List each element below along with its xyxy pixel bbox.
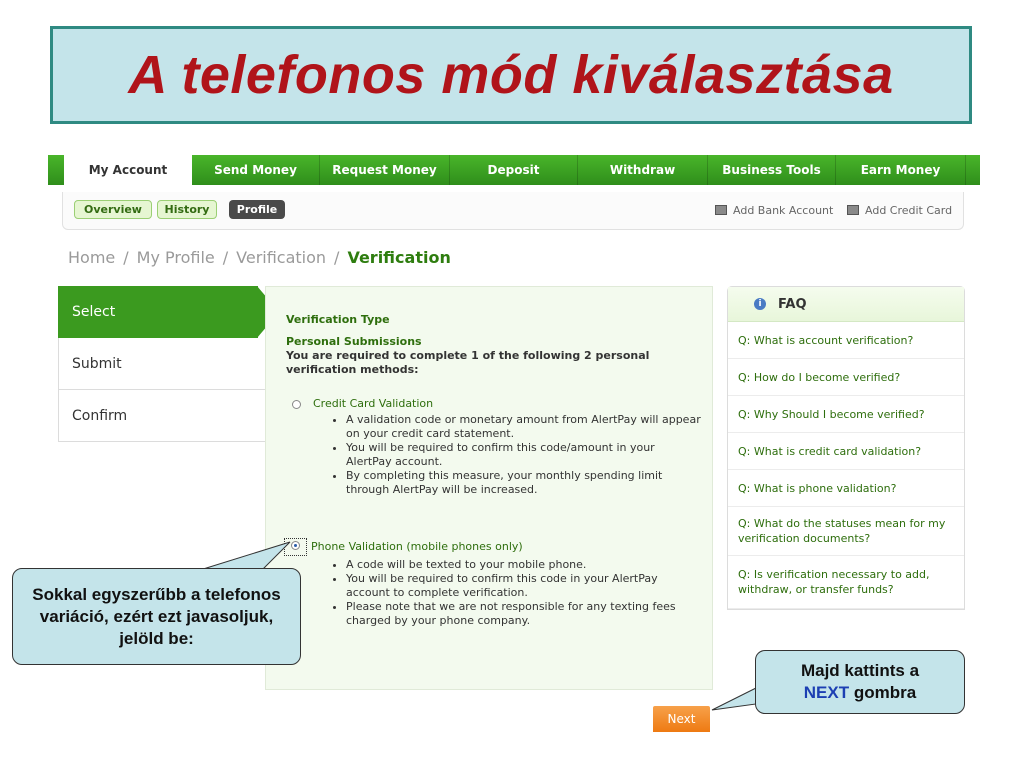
left-callout-text: Sokkal egyszerűbb a telefonos variáció, ezért ezt javasoljuk, jelöld be:	[32, 584, 281, 648]
step-confirm: Confirm	[58, 390, 266, 442]
list-item: • You will be required to confirm this code in your AlertPay account to complete verification.	[346, 572, 694, 600]
phone-option	[284, 538, 694, 628]
breadcrumb-current: Verification	[347, 248, 451, 267]
breadcrumb-home[interactable]: Home	[68, 248, 116, 267]
verification-description: You are required to complete 1 of the following 2 personal verification methods:	[286, 349, 650, 376]
info-icon: i	[754, 298, 766, 310]
credit-card-icon	[847, 205, 859, 215]
nav-withdraw[interactable]: Withdraw	[578, 155, 708, 185]
faq-item[interactable]: Q: What do the statuses mean for my verification documents?	[728, 507, 964, 556]
credit-card-option-label[interactable]: Credit Card Validation	[313, 397, 434, 410]
add-credit-card-link[interactable]	[847, 200, 952, 220]
breadcrumb-separator: /	[334, 248, 340, 267]
nav-my-account[interactable]: My Account	[64, 155, 192, 185]
breadcrumb-separator: /	[123, 248, 129, 267]
list-item: • A validation code or monetary amount from AlertPay will appear on your credit card statement.	[346, 413, 702, 441]
right-callout-next: NEXT	[803, 683, 850, 702]
slide-title-box	[50, 26, 972, 124]
breadcrumb-verification[interactable]: Verification	[236, 248, 327, 267]
slide-title: A telefonos mód kiválasztása	[128, 45, 894, 105]
faq-item[interactable]: Q: How do I become verified?	[728, 359, 964, 396]
step-list	[58, 286, 266, 442]
list-item: • By completing this measure, your monthly spending limit through AlertPay will be increased.	[346, 469, 702, 497]
verification-panel	[265, 286, 713, 690]
add-bank-account-label: Add Bank Account	[733, 203, 834, 217]
verification-type-title: Verification Type	[286, 313, 390, 326]
list-item: • Please note that we are not responsible for any texting fees charged by your phone company.	[346, 600, 694, 628]
faq-header	[728, 287, 964, 322]
step-submit: Submit	[58, 338, 266, 390]
bank-icon	[715, 205, 727, 215]
main-navbar	[48, 155, 980, 185]
breadcrumb-separator: /	[222, 248, 229, 267]
history-tab[interactable]: History	[157, 200, 217, 219]
nav-earn-money[interactable]: Earn Money	[836, 155, 966, 185]
step-select: Select	[58, 286, 258, 338]
personal-submissions-label: Personal Submissions	[286, 335, 422, 348]
faq-panel	[727, 286, 965, 610]
right-callout-rest: gombra	[853, 683, 917, 702]
faq-item[interactable]: Q: What is credit card validation?	[728, 433, 964, 470]
overview-tab[interactable]: Overview	[74, 200, 152, 219]
profile-tab[interactable]: Profile	[229, 200, 285, 219]
nav-business-tools[interactable]: Business Tools	[708, 155, 836, 185]
credit-card-bullets	[292, 413, 702, 497]
faq-item[interactable]: Q: Why Should I become verified?	[728, 396, 964, 433]
faq-item[interactable]: Q: What is account verification?	[728, 322, 964, 359]
phone-option-label[interactable]: Phone Validation (mobile phones only)	[311, 540, 523, 553]
breadcrumb-my-profile[interactable]: My Profile	[136, 248, 215, 267]
nav-deposit[interactable]: Deposit	[450, 155, 578, 185]
right-callout-line1: Majd kattints a	[800, 661, 920, 680]
faq-title: FAQ	[778, 296, 807, 312]
sub-navbar	[62, 192, 964, 230]
add-bank-account-link[interactable]	[715, 200, 833, 220]
add-credit-card-label: Add Credit Card	[865, 203, 953, 217]
list-item: • You will be required to confirm this code/amount in your AlertPay account.	[346, 441, 702, 469]
faq-item[interactable]: Q: Is verification necessary to add, withdraw, or transfer funds?	[728, 556, 964, 609]
phone-bullets	[284, 558, 694, 628]
list-item: • A code will be texted to your mobile phone.	[346, 558, 694, 572]
right-callout	[755, 650, 965, 714]
breadcrumb	[68, 248, 451, 267]
next-button[interactable]: Next	[653, 706, 710, 732]
credit-card-option	[292, 397, 702, 497]
phone-radio[interactable]	[291, 541, 300, 550]
nav-request-money[interactable]: Request Money	[320, 155, 450, 185]
nav-send-money[interactable]: Send Money	[192, 155, 320, 185]
credit-card-radio[interactable]	[292, 400, 301, 409]
left-callout	[12, 568, 301, 665]
faq-item[interactable]: Q: What is phone validation?	[728, 470, 964, 507]
phone-radio-focus[interactable]	[284, 538, 307, 556]
